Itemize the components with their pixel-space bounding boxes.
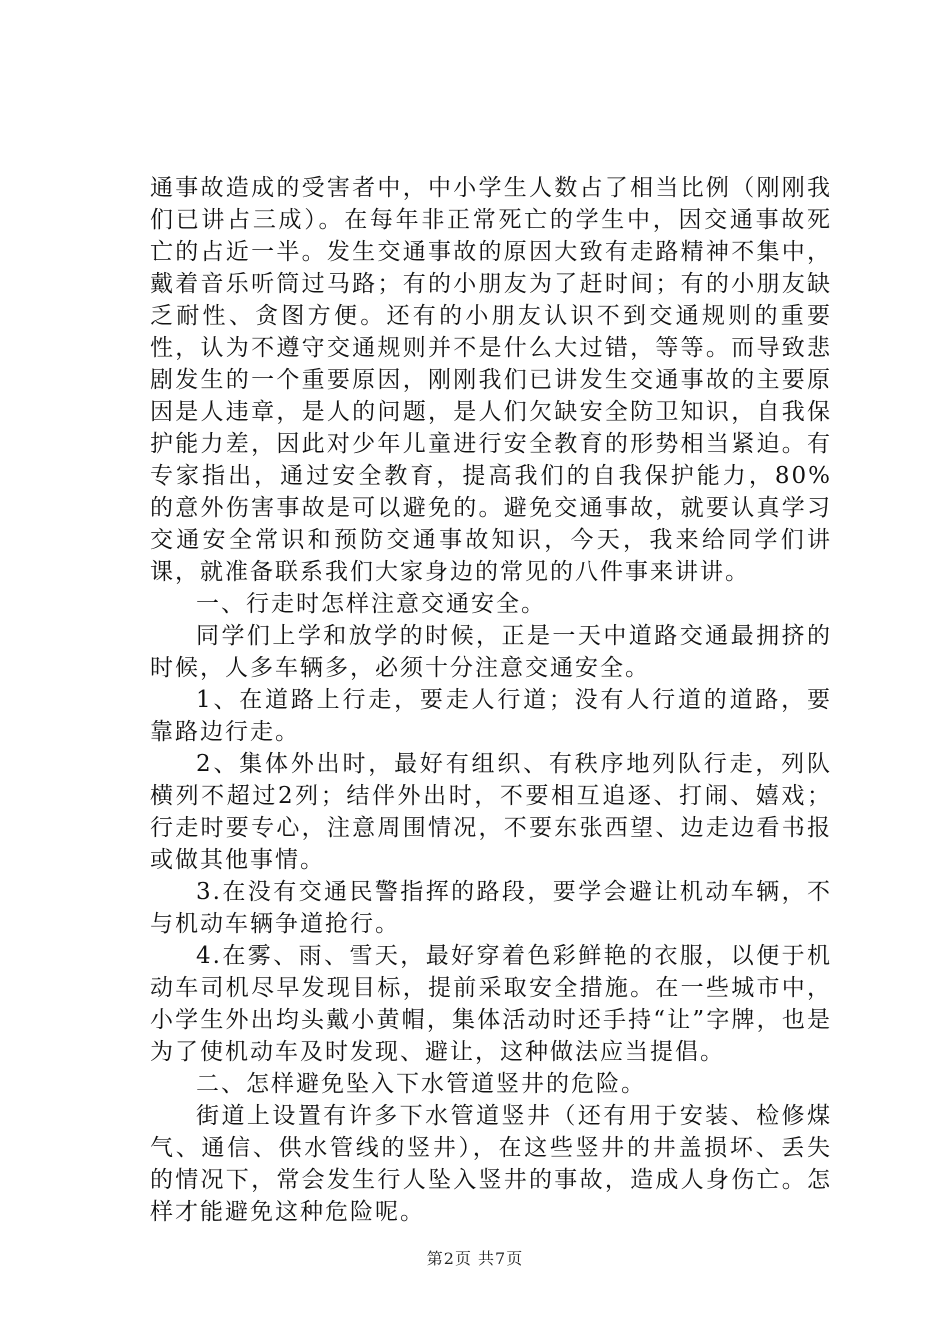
- page-number-footer: 第2页 共7页: [426, 1249, 524, 1268]
- list-item: 3.在没有交通民警指挥的路段，要学会避让机动车辆，不与机动车辆争道抢行。: [150, 879, 832, 937]
- paragraph: 通事故造成的受害者中，中小学生人数占了相当比例（刚刚我们已讲占三成）。在每年非正常死亡的学生中，因交通事故死亡的占近一半。发生交通事故的原因大致有走路精神不集中，戴着音乐听筒过马路；有的小朋友为了赶时间；有的小朋友缺乏耐性、贪图方便。还有的小朋友认识不到交通规则的重要性，认为不遵守交通规则并不是什么大过错，等等。而导致悲剧发生的一个重要原因，刚刚我们已讲发生交通事故的主要原因是人违章，是人的问题，是人们欠缺安全防卫知识，自我保护能力差，因此对少年儿童进行安全教育的形势相当紧迫。有专家指出，通过安全教育，提高我们的自我保护能力，80%的意外伤害事故是可以避免的。避免交通事故，就要认真学习交通安全常识和预防交通事故知识，今天，我来给同学们讲课，就准备联系我们大家身边的常见的八件事来讲讲。: [150, 175, 832, 585]
- section-heading: 一、行走时怎样注意交通安全。: [196, 591, 546, 617]
- list-item: 4.在雾、雨、雪天，最好穿着色彩鲜艳的衣服，以便于机动车司机尽早发现目标，提前采取安全措施。在一些城市中，小学生外出均头戴小黄帽，集体活动时还手持“让”字牌，也是为了使机动车及时发现、避让，这种做法应当提倡。: [150, 943, 832, 1065]
- list-item: 1、在道路上行走，要走人行道；没有人行道的道路，要靠路边行走。: [150, 687, 832, 745]
- document-body: [150, 172, 832, 1228]
- paragraph: 街道上设置有许多下水管道竖井（还有用于安装、检修煤气、通信、供水管线的竖井），在这些竖井的井盖损坏、丢失的情况下，常会发生行人坠入竖井的事故，造成人身伤亡。怎样才能避免这种危险呢。: [150, 1103, 832, 1225]
- paragraph: 同学们上学和放学的时候，正是一天中道路交通最拥挤的时候，人多车辆多，必须十分注意交通安全。: [150, 623, 832, 681]
- list-item: 2、集体外出时，最好有组织、有秩序地列队行走，列队横列不超过2列；结伴外出时，不要相互追逐、打闹、嬉戏；行走时要专心，注意周围情况，不要东张西望、边走边看书报或做其他事情。: [150, 751, 832, 873]
- section-heading: 二、怎样避免坠入下水管道竖井的危险。: [196, 1071, 646, 1097]
